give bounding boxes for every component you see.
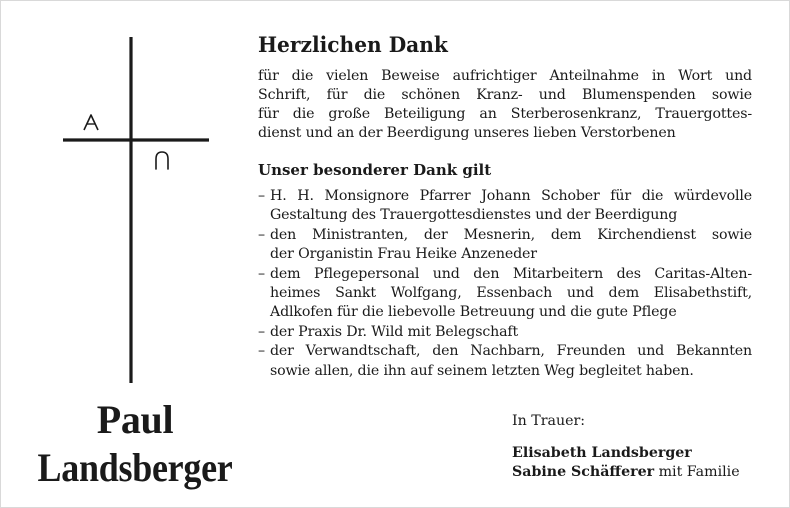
list-item xyxy=(258,187,752,226)
deceased-name xyxy=(20,396,250,492)
special-thanks-heading: Unser besonderer Dank gilt xyxy=(258,161,492,179)
bullet: – xyxy=(258,188,265,204)
intro-line: Schrift, für die schönen Kranz- und Blumenspenden sowie xyxy=(258,87,752,103)
list-item-line: den Ministranten, der Mesnerin, dem Kirchendienst sowie xyxy=(270,226,752,243)
bullet: – xyxy=(258,265,265,282)
list-item-line: H. H. Monsignore Pfarrer Johann Schober für die würdevolle xyxy=(270,188,752,204)
intro-line: für die vielen Beweise aufrichtiger Anteilnahme in Wort und xyxy=(258,68,752,84)
list-item xyxy=(258,342,752,381)
mourner xyxy=(512,463,762,483)
thanks-list xyxy=(258,187,752,381)
list-item-line: Adlkofen für die liebevolle Betreuung und die gute Pflege xyxy=(270,304,677,321)
list-item-line: heimes Sankt Wolfgang, Essenbach und dem Elisabethstift, xyxy=(270,285,752,302)
list-item-line: der Organistin Frau Heike Anzeneder xyxy=(270,246,537,263)
bullet: – xyxy=(258,323,265,340)
bullet: – xyxy=(258,343,265,360)
page-title: Herzlichen Dank xyxy=(258,32,448,57)
intro-line: für die große Beteiligung an Sterberosenkranz, Trauergottes- xyxy=(258,106,752,122)
alpha-icon xyxy=(84,115,98,130)
last-name: Landsberger xyxy=(37,445,233,490)
intro-paragraph xyxy=(258,67,752,143)
mourners-block xyxy=(512,412,762,483)
mourner-suffix: mit Familie xyxy=(654,464,740,480)
list-item xyxy=(258,226,752,265)
thanks-text xyxy=(258,32,752,381)
list-item-line: der Verwandtschaft, den Nachbarn, Freunden und Bekannten xyxy=(270,343,752,360)
cross-symbol xyxy=(0,0,250,400)
omega-icon xyxy=(156,152,168,169)
list-item-line: dem Pflegepersonal und den Mitarbeitern des Caritas-Alten- xyxy=(270,265,752,282)
first-name: Paul xyxy=(96,397,174,442)
mourner-name: Elisabeth Landsberger xyxy=(512,444,692,461)
mourning-label: In Trauer: xyxy=(512,413,586,429)
list-item-line: der Praxis Dr. Wild mit Belegschaft xyxy=(270,323,519,340)
bullet: – xyxy=(258,226,265,243)
list-item-line: Gestaltung des Trauergottesdienstes und der Beerdigung xyxy=(270,207,678,224)
intro-line: dienst und an der Beerdigung unseres lieben Verstorbenen xyxy=(258,125,676,141)
mourner xyxy=(512,444,762,464)
cross-icon xyxy=(0,0,250,400)
list-item-line: sowie allen, die ihn auf seinem letzten Weg begleitet haben. xyxy=(270,362,694,379)
list-item xyxy=(258,323,752,342)
mourner-name: Sabine Schäfferer xyxy=(512,464,655,480)
list-item xyxy=(258,265,752,323)
